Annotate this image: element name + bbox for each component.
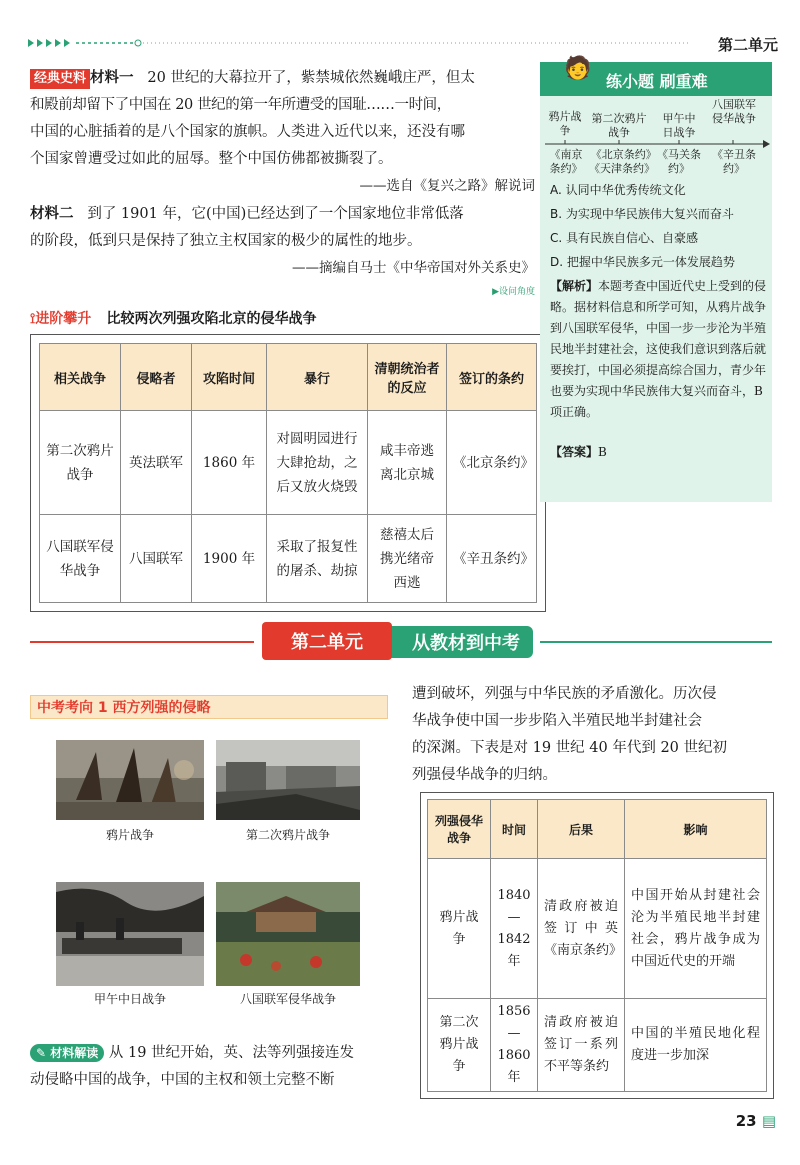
table-cell: 1840—1842 年 [491, 859, 538, 999]
table-header: 列强侵华战争 [428, 800, 491, 859]
table-header: 后果 [538, 800, 625, 859]
analysis-label: 【解析】 [550, 279, 599, 293]
material-1-line: 20 世纪的大幕拉开了，紫禁城依然巍峨庄严，但太 [147, 70, 475, 86]
table-cell: 鸦片战争 [428, 859, 491, 999]
option-d[interactable]: D. 把握中华民族多元一体发展趋势 [550, 255, 735, 269]
opium-war-image [56, 740, 204, 820]
material-2-line: 的阶段，低到只是保持了独立主权国家的极少的属性的地步。 [30, 233, 422, 249]
table-cell: 中国的半殖民地化程度进一步加深 [625, 999, 767, 1092]
table-header-row [40, 344, 537, 411]
table-header: 签订的条约 [447, 344, 537, 411]
practice-answer [550, 442, 607, 463]
timeline-treaty: 《马关条约》 [657, 148, 701, 175]
table-header: 攻陷时间 [192, 344, 267, 411]
table-header: 清朝统治者的反应 [368, 344, 447, 411]
material-1-line: 中国的心脏插着的是八个国家的旗帜。人类进入近代以来，还没有哪 [30, 124, 465, 140]
summary-line: 列强侵华战争的归纳。 [412, 767, 557, 783]
eight-nation-alliance-image [216, 882, 360, 986]
table-cell: 《北京条约》 [447, 411, 537, 515]
table-cell: 清政府被迫签订中英《南京条约》 [538, 859, 625, 999]
table-cell: 清政府被迫签订一系列不平等条约 [538, 999, 625, 1092]
table-cell: 对圆明园进行大肆抢劫，之后又放火烧毁 [267, 411, 368, 515]
advance-heading [30, 308, 535, 328]
header-dotted-line [28, 38, 688, 48]
table-header: 相关战争 [40, 344, 121, 411]
option-c[interactable]: C. 具有民族自信心、自豪感 [550, 231, 699, 245]
sino-japanese-war-image [56, 882, 204, 986]
banner-unit: 第二单元 [262, 622, 392, 660]
timeline-label: 八国联军侵华战争 [712, 98, 756, 125]
image-caption: 八国联军侵华战争 [239, 992, 336, 1006]
advance-title: 比较两次列强攻陷北京的侵华战争 [106, 311, 317, 327]
summary-line: 的深渊。下表是对 19 世纪 40 年代到 20 世纪初 [412, 740, 728, 756]
table-row [40, 515, 537, 603]
practice-options [550, 178, 768, 274]
timeline-treaty: 《北京条约》《天津条约》 [589, 148, 655, 175]
timeline-label: 第二次鸦片战争 [591, 112, 647, 139]
table-cell: 第二次鸦片战争 [40, 411, 121, 515]
exam-direction-title: 中考考向 1 西方列强的侵略 [37, 700, 211, 716]
option-a[interactable]: A. 认同中华优秀传统文化 [550, 183, 686, 197]
table-row [428, 999, 767, 1092]
source-block [30, 64, 535, 300]
banner-rule-right [540, 641, 772, 643]
material-reading [30, 1040, 390, 1094]
table-row [428, 859, 767, 999]
practice-analysis [550, 276, 768, 423]
table-cell: 咸丰帝逃离北京城 [368, 411, 447, 515]
material-reading-tag: ✎ 材料解读 [30, 1044, 104, 1062]
table-cell: 八国联军 [121, 515, 192, 603]
table-cell: 第二次鸦片战争 [428, 999, 491, 1092]
table-row [40, 411, 537, 515]
practice-header [540, 56, 772, 96]
advance-table-wrapper [30, 334, 546, 612]
timeline-treaty: 《辛丑条约》 [712, 148, 756, 175]
table-header: 时间 [491, 800, 538, 859]
exam-direction-bar [30, 695, 388, 719]
unit-label: 第二单元 [717, 36, 778, 54]
timeline-arrow [545, 140, 770, 148]
table-cell: 1856—1860 年 [491, 999, 538, 1092]
timeline [545, 98, 770, 176]
option-b[interactable]: B. 为实现中华民族伟大复兴而奋斗 [550, 207, 734, 221]
material-2-citation: ——摘编自马士《中华帝国对外关系史》 [292, 260, 535, 276]
student-icon: 🧑 [564, 56, 592, 81]
image-caption: 鸦片战争 [105, 828, 154, 842]
banner-subtitle: 从教材到中考 [385, 626, 533, 658]
summary-line: 遭到破坏，列强与中华民族的矛盾激化。历次侵 [412, 686, 717, 702]
second-opium-war-image [216, 740, 360, 820]
page-book-icon: ▤ [761, 1112, 776, 1130]
source-tag: 经典史料 [30, 69, 90, 89]
image-caption: 甲午中日战争 [93, 992, 166, 1006]
banner-rule-left [30, 641, 254, 643]
material-reading-text: 从 19 世纪开始，英、法等列强接连发 [108, 1045, 355, 1061]
table-cell: 《辛丑条约》 [447, 515, 537, 603]
material-2-label: 材料二 [30, 205, 74, 222]
table-cell: 1860 年 [192, 411, 267, 515]
summary-table-wrapper [420, 792, 774, 1099]
answer-value: B [598, 445, 607, 459]
table-cell: 1900 年 [192, 515, 267, 603]
table-cell: 英法联军 [121, 411, 192, 515]
table-cell: 采取了报复性的屠杀、劫掠 [267, 515, 368, 603]
answer-label: 【答案】 [550, 445, 599, 459]
table-cell: 慈禧太后携光绪帝西逃 [368, 515, 447, 603]
image-caption: 第二次鸦片战争 [245, 828, 330, 842]
analysis-text: 本题考查中国近代史上受到的侵略。据材料信息和所学可知，从鸦片战争到八国联军侵华，中国一步一步沦为半殖民地半封建社会，这使我们意识到落后就要挨打，中国必须提高综合国力，青少年也要为实现中华民族伟大复兴而奋斗，B 项正确。 [550, 279, 767, 419]
table-cell: 中国开始从封建社会沦为半殖民地半封建社会，鸦片战争成为中国近代史的开端 [625, 859, 767, 999]
invasion-summary-table [427, 799, 767, 1092]
question-angle-link[interactable]: ▶设问角度 [492, 287, 535, 297]
material-1-label: 材料一 [90, 69, 134, 86]
page-number: 23 ▤ [735, 1112, 776, 1130]
practice-title: 练小题 刷重难 [606, 72, 708, 91]
table-header-row [428, 800, 767, 859]
timeline-label: 鸦片战争 [548, 110, 582, 137]
advance-tag: ⟟进阶攀升 [30, 311, 92, 327]
timeline-label: 甲午中日战争 [662, 112, 696, 139]
summary-line: 华战争使中国一步步陷入半殖民地半封建社会 [412, 713, 702, 729]
war-comparison-table [39, 343, 537, 603]
material-1-line: 和殿前却留下了中国在 20 世纪的第一年所遭受的国耻……一时间， [30, 97, 451, 113]
table-header: 暴行 [267, 344, 368, 411]
summary-text [412, 681, 774, 789]
table-header: 侵略者 [121, 344, 192, 411]
table-cell: 八国联军侵华战争 [40, 515, 121, 603]
material-1-citation: ——选自《复兴之路》解说词 [359, 178, 535, 194]
timeline-treaty: 《南京条约》 [549, 148, 583, 175]
table-header: 影响 [625, 800, 767, 859]
material-reading-text: 动侵略中国的战争，中国的主权和领土完整不断 [30, 1072, 335, 1088]
material-2-line: 到了 1901 年，它(中国)已经达到了一个国家地位非常低落 [87, 206, 464, 222]
material-1-line: 个国家曾遭受过如此的屈辱。整个中国仿佛都被撕裂了。 [30, 151, 393, 167]
